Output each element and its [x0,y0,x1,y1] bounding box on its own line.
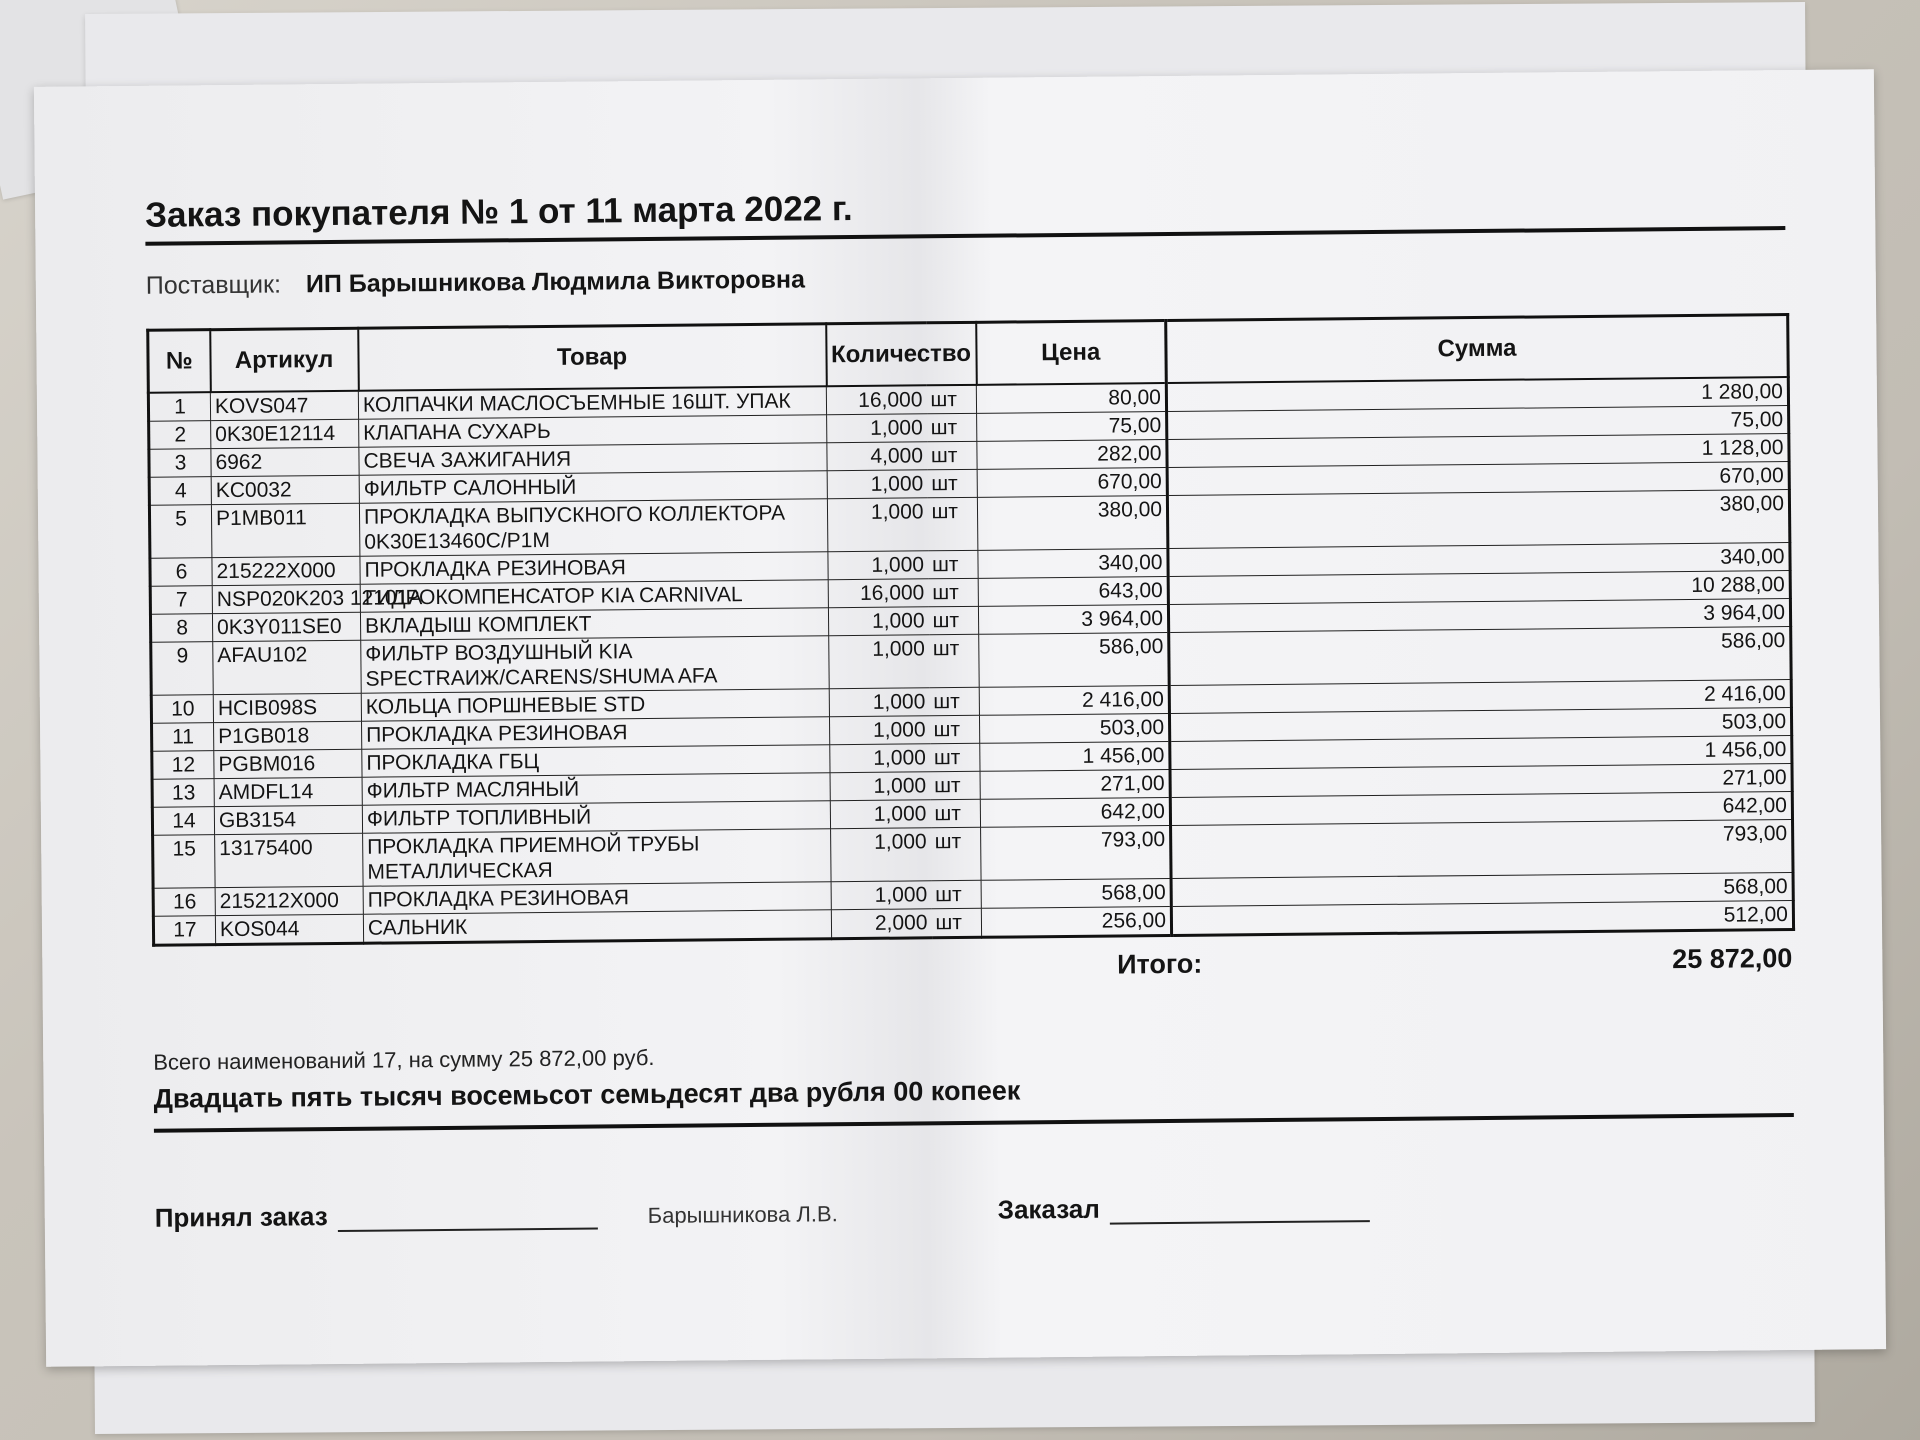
row-price: 568,00 [981,878,1171,908]
row-sum: 1 456,00 [1170,736,1792,770]
row-quantity: 1,000 [831,881,931,910]
row-sum: 670,00 [1167,462,1789,496]
row-article: 13175400 [215,833,364,887]
row-unit: шт [927,413,977,441]
column-header-product: Товар [358,324,827,391]
row-sum: 75,00 [1167,406,1789,440]
row-article: KC0032 [211,475,359,504]
row-article: HCIB098S [213,693,361,722]
row-price: 793,00 [981,825,1171,880]
row-sum: 340,00 [1168,543,1790,577]
row-price: 256,00 [981,906,1171,937]
row-product-name: ВКЛАДЫШ КОМПЛЕКТ [360,608,828,640]
row-price: 1 456,00 [980,741,1170,771]
row-article: 0K3Y011SE0 [212,612,360,641]
row-product-name: ПРОКЛАДКА ВЫПУСКНОГО КОЛЛЕКТОРА 0K30E13460C/P1M [359,499,827,556]
row-unit: шт [930,771,980,799]
column-header-quantity: Количество [826,322,977,386]
row-number: 5 [149,505,212,559]
row-quantity: 2,000 [831,909,931,939]
row-article: 215222X000 [212,556,360,585]
row-number: 1 [148,392,210,421]
row-sum: 1 280,00 [1166,377,1788,411]
row-price: 643,00 [978,576,1168,606]
row-price: 642,00 [980,797,1170,827]
row-product-name: ПРОКЛАДКА РЕЗИНОВАЯ [363,882,831,914]
row-quantity: 1,000 [830,772,930,801]
row-number: 17 [153,916,215,946]
row-number: 15 [153,835,216,889]
row-sum: 1 128,00 [1167,434,1789,468]
order-items-table [146,313,1795,947]
row-number: 9 [151,642,214,696]
row-price: 282,00 [977,440,1167,470]
row-product-name: ГИДРОКОМПЕНСАТОР KIA CARNIVAL [360,580,828,612]
row-unit: шт [930,743,980,771]
row-price: 3 964,00 [978,604,1168,634]
row-article: PGBM016 [214,749,362,778]
row-unit: шт [931,908,981,937]
row-price: 380,00 [977,495,1167,550]
row-number: 14 [152,807,214,836]
row-price: 503,00 [979,713,1169,743]
row-product-name: ПРОКЛАДКА ГБЦ [362,745,830,777]
row-price: 670,00 [977,468,1167,498]
row-number: 2 [149,421,211,450]
supplier-label: Поставщик: [145,270,282,300]
row-product-name: КОЛЬЦА ПОРШНЕВЫЕ STD [361,689,829,721]
row-unit: шт [931,880,981,908]
items-summary: Всего наименований 17, на сумму 25 872,00 руб. [153,1044,655,1075]
row-sum: 10 288,00 [1168,571,1790,605]
row-product-name: ФИЛЬТР ТОПЛИВНЫЙ [362,801,830,833]
row-number: 13 [152,779,214,808]
signature-block [155,1187,1795,1234]
order-document [34,69,1886,1367]
row-article: KOS044 [215,914,363,944]
amount-in-words: Двадцать пять тысяч восемьсот семьдесят два рубля 00 копеек [153,1068,1793,1133]
row-quantity: 16,000 [828,579,928,608]
row-quantity: 1,000 [828,607,928,636]
row-unit: шт [927,441,977,469]
row-sum: 2 416,00 [1169,680,1791,714]
accepted-signature-line [338,1204,598,1232]
row-unit: шт [931,827,982,880]
row-article: AFAU102 [213,640,362,694]
row-price: 340,00 [978,548,1168,578]
row-price: 271,00 [980,769,1170,799]
row-product-name: КЛАПАНА СУХАРЬ [359,415,827,447]
row-quantity: 4,000 [827,442,927,471]
supplier-line [146,256,1786,301]
supplier-name: ИП Барышникова Людмила Викторовна [305,265,806,299]
row-article: 6962 [211,447,359,476]
row-unit: шт [929,687,979,715]
row-article: KOVS047 [210,391,358,421]
row-sum: 3 964,00 [1168,599,1790,633]
row-unit: шт [927,497,978,550]
row-unit: шт [929,634,980,687]
row-price: 80,00 [976,383,1166,413]
row-sum: 568,00 [1171,873,1793,907]
row-quantity: 16,000 [826,385,926,414]
row-number: 16 [153,888,215,917]
column-header-article: Артикул [210,328,359,392]
row-product-name: КОЛПАЧКИ МАСЛОСЪЕМНЫЕ 16ШТ. УПАК [358,386,826,419]
row-sum: 642,00 [1170,792,1792,826]
row-quantity: 1,000 [827,470,927,499]
row-number: 7 [150,586,212,615]
row-sum: 512,00 [1171,901,1793,936]
row-sum: 586,00 [1169,627,1791,686]
row-quantity: 1,000 [829,635,930,689]
total-value: 25 872,00 [1672,943,1793,975]
row-product-name: ФИЛЬТР САЛОННЫЙ [359,471,827,503]
row-article: GB3154 [214,805,362,834]
row-quantity: 1,000 [829,688,929,717]
row-number: 8 [150,614,212,643]
row-price: 586,00 [979,632,1170,687]
ordered-signature-line [1110,1196,1370,1224]
row-product-name: ПРОКЛАДКА РЕЗИНОВАЯ [362,717,830,749]
row-article: P1MB011 [211,503,360,557]
column-header-sum: Сумма [1166,315,1789,383]
row-price: 2 416,00 [979,685,1169,715]
column-header-num: № [148,330,211,393]
row-product-name: ФИЛЬТР МАСЛЯНЫЙ [362,773,830,805]
row-unit: шт [927,469,977,497]
row-quantity: 1,000 [827,414,927,443]
row-number: 12 [152,751,214,780]
row-unit: шт [930,799,980,827]
document-content [145,180,1795,1234]
total-row [152,943,1792,990]
row-quantity: 1,000 [828,551,928,580]
row-article: P1GB018 [214,721,362,750]
row-unit: шт [929,715,979,743]
row-product-name: ПРОКЛАДКА ПРИЕМНОЙ ТРУБЫ МЕТАЛЛИЧЕСКАЯ [363,829,831,886]
row-article: 0K30E12114 [211,419,359,448]
column-header-price: Цена [976,321,1167,385]
row-sum: 503,00 [1169,708,1791,742]
row-sum: 271,00 [1170,764,1792,798]
row-unit: шт [928,550,978,578]
row-unit: шт [926,385,976,414]
row-quantity: 1,000 [829,716,929,745]
row-product-name: ФИЛЬТР ВОЗДУШНЫЙ KIA SPECTRAИЖ/CARENS/SHUMA AFA [361,636,829,693]
row-article: NSP020K203 12101A [212,584,360,613]
accepted-name: Барышникова Л.В. [647,1201,838,1229]
row-product-name: САЛЬНИК [363,910,831,943]
row-number: 6 [150,558,212,587]
row-quantity: 1,000 [830,744,930,773]
total-label: Итого: [1116,948,1203,980]
row-article: AMDFL14 [214,777,362,806]
row-unit: шт [928,578,978,606]
row-article: 215212X000 [215,886,363,915]
row-product-name: СВЕЧА ЗАЖИГАНИЯ [359,443,827,475]
row-quantity: 1,000 [830,800,930,829]
row-unit: шт [928,606,978,634]
row-price: 75,00 [977,412,1167,442]
row-product-name: ПРОКЛАДКА РЕЗИНОВАЯ [360,552,828,584]
ordered-label: Заказал [997,1193,1100,1225]
row-quantity: 1,000 [831,828,932,882]
row-quantity: 1,000 [827,498,928,552]
document-title: Заказ покупателя № 1 от 11 марта 2022 г. [145,180,1785,246]
accepted-label: Принял заказ [154,1201,328,1233]
row-sum: 793,00 [1171,820,1793,879]
row-number: 3 [149,449,211,478]
table-body [148,377,1793,945]
row-number: 10 [151,695,213,724]
row-number: 11 [152,723,214,752]
row-sum: 380,00 [1167,490,1789,549]
row-number: 4 [149,477,211,506]
